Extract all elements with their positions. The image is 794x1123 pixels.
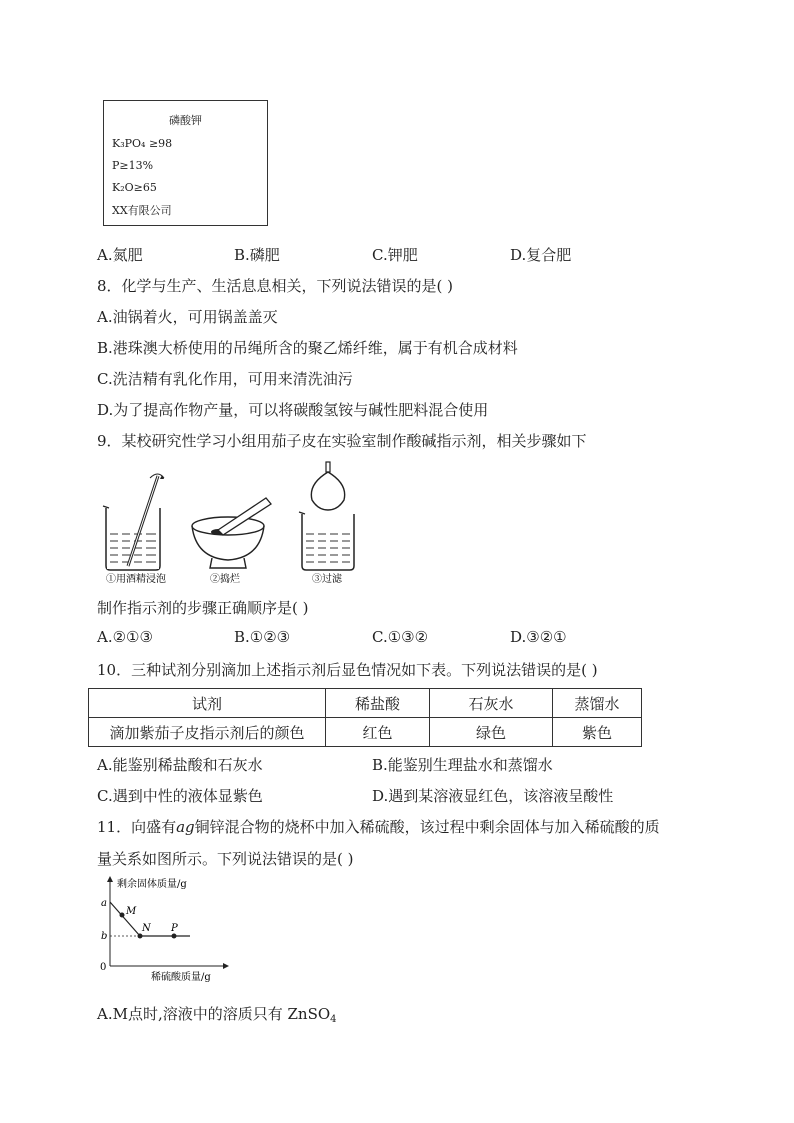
q10-option-a: A.能鉴别稀盐酸和石灰水 [97, 756, 263, 774]
table-cell: 红色 [326, 718, 430, 747]
table-header-cell: 石灰水 [430, 689, 553, 718]
point-m [120, 913, 125, 918]
a-label: a [101, 898, 107, 909]
point-p [172, 934, 177, 939]
q10-option-c: C.遇到中性的液体显紫色 [97, 787, 263, 805]
label-line-k3po4: K₃PO₄ ≥98 [112, 137, 173, 150]
caption-soak: ①用酒精浸泡 [106, 574, 166, 585]
q9-option-b: B.①②③ [234, 628, 291, 646]
q11-option-a-subscript: 4 [330, 1014, 337, 1025]
table-header-cell: 蒸馏水 [553, 689, 642, 718]
label-line-k2o: K₂O≥65 [112, 181, 157, 194]
q9-option-c: C.①③② [372, 628, 429, 646]
q8-option-a: A.油锅着火，可用锅盖盖灭 [97, 308, 278, 326]
q11-stem-pre: 11．向盛有 [97, 818, 177, 836]
caption-filter: ③过滤 [312, 574, 342, 585]
q11-option-a [97, 1003, 337, 1025]
table-cell: 绿色 [430, 718, 553, 747]
q8-stem: 8．化学与生产、生活息息相关，下列说法错误的是( ) [97, 277, 454, 295]
q7-option-d: D.复合肥 [510, 246, 572, 264]
table-header-cell: 稀盐酸 [326, 689, 430, 718]
q11-option-a-text: A.M点时,溶液中的溶质只有 ZnSO [97, 1005, 331, 1023]
y-axis-arrow [107, 876, 113, 882]
q10-option-d: D.遇到某溶液显红色，该溶液呈酸性 [372, 787, 614, 805]
origin-label: 0 [100, 962, 107, 973]
n-label: N [142, 923, 151, 934]
table-cell: 滴加紫茄子皮指示剂后的颜色 [89, 718, 326, 747]
q8-option-c: C.洗洁精有乳化作用，可用来清洗油污 [97, 370, 353, 388]
table-row [89, 718, 642, 747]
label-company: XX有限公司 [112, 204, 172, 217]
q9-lab-figure [100, 458, 380, 586]
x-axis-arrow [223, 963, 229, 969]
m-label: M [126, 906, 137, 917]
q8-option-b: B.港珠澳大桥使用的吊绳所含的聚乙烯纤维，属于有机合成材料 [97, 339, 518, 357]
q7-option-a: A.氮肥 [97, 246, 143, 264]
table-header-row [89, 689, 642, 718]
b-label: b [101, 931, 108, 942]
q10-option-b: B.能鉴别生理盐水和蒸馏水 [372, 756, 553, 774]
q11-stem-line2: 量关系如图所示。下列说法错误的是( ) [97, 850, 354, 868]
x-axis-label: 稀硫酸质量/g [151, 972, 211, 983]
q8-option-d: D.为了提高作物产量，可以将碳酸氢铵与碱性肥料混合使用 [97, 401, 489, 419]
q7-option-c: C.钾肥 [372, 246, 418, 264]
q9-option-a: A.②①③ [97, 628, 153, 646]
q9-stem: 9．某校研究性学习小组用茄子皮在实验室制作酸碱指示剂，相关步骤如下 [97, 432, 587, 450]
q10-color-table [88, 688, 642, 747]
q9-question: 制作指示剂的步骤正确顺序是( ) [97, 599, 309, 617]
table-header-cell: 试剂 [89, 689, 326, 718]
q11-stem-var: ag [176, 818, 195, 836]
beaker-soak-figure [103, 474, 164, 570]
label-line-p: P≥13% [112, 159, 154, 172]
q10-stem: 10．三种试剂分别滴加上述指示剂后显色情况如下表。下列说法错误的是( ) [97, 661, 598, 679]
fertilizer-label-box [103, 100, 268, 226]
q11-stem-line1 [97, 816, 660, 837]
table-cell: 紫色 [553, 718, 642, 747]
y-axis-label: 剩余固体质量/g [117, 879, 187, 890]
q9-option-d: D.③②① [510, 628, 567, 646]
q11-graph [95, 872, 235, 990]
q7-option-b: B.磷肥 [234, 246, 280, 264]
mortar-pestle-figure [192, 498, 271, 568]
caption-grind: ②捣烂 [210, 574, 240, 585]
point-n [138, 934, 143, 939]
label-title: 磷酸钾 [169, 114, 202, 127]
filter-funnel-figure [299, 462, 354, 570]
q11-stem-post: 铜锌混合物的烧杯中加入稀硫酸，该过程中剩余固体与加入稀硫酸的质 [194, 818, 660, 836]
p-label: P [171, 923, 178, 934]
